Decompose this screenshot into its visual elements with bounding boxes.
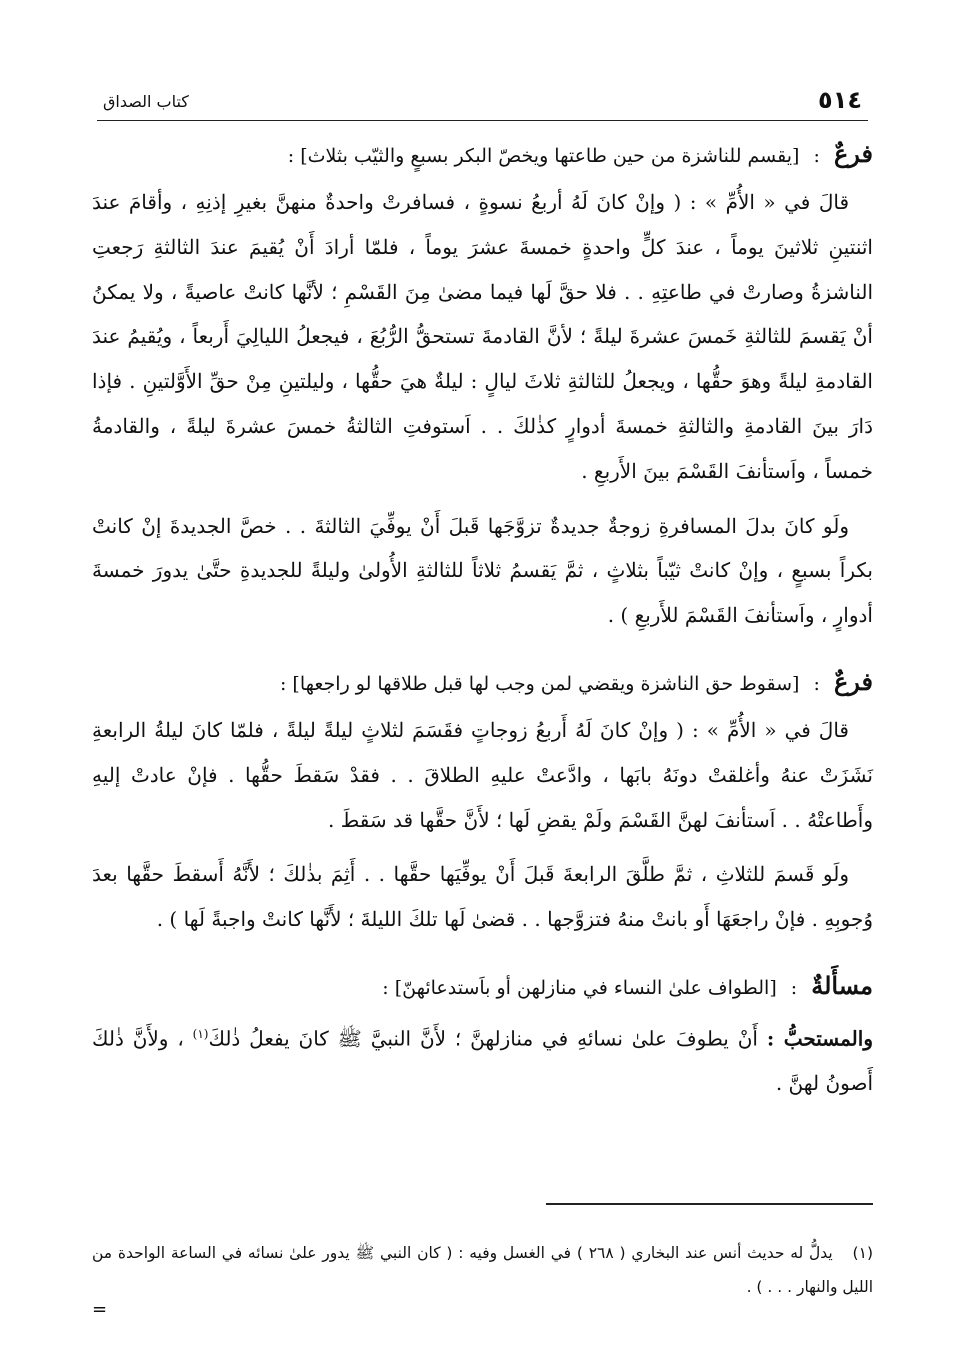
- page-number: ٥١٤: [818, 86, 862, 114]
- footnote-text: يدلُّ له حديث أنس عند البخاري ( ٢٦٨ ) في الغسل وفيه : ( كان النبي ﷺ يدور علىٰ نسائه في الساعة الواحدة من الليل والنهار . . . ) .: [92, 1244, 873, 1296]
- continuation-mark: =: [92, 1299, 108, 1320]
- section-heading: [92, 134, 873, 176]
- section-heading: [92, 966, 873, 1008]
- section-gap: [92, 648, 873, 662]
- section-title: [الطواف علىٰ النساء في منازلهن أو باَستدعائهنّ] :: [382, 976, 777, 999]
- page-header: [97, 84, 868, 121]
- main-text: [92, 134, 873, 1116]
- footnote-divider: [546, 1203, 873, 1205]
- paragraph-text: أَنْ يطوفَ علىٰ نسائهِ في منازلهنَّ ؛ لأَنَّ النبيَّ ﷺ كانَ يفعلُ ذٰلكَ: [208, 1026, 758, 1051]
- section-heading: [92, 662, 873, 704]
- running-title: كتاب الصداق: [103, 92, 189, 111]
- section-label: فرعٌ: [833, 666, 873, 696]
- footnote: [92, 1236, 873, 1304]
- section-colon: :: [813, 672, 820, 695]
- paragraph: [92, 1012, 873, 1106]
- paragraph: ولَو كانَ بدلَ المسافرةِ زوجةٌ جديدةٌ تزوَّجَها قَبلَ أَنْ يوفِّيَ الثالثةَ . . خصَّ الجديدةَ إنْ كانتْ بكراً بسبعٍ ، وإنْ كانتْ ثيّباً بثلاثٍ ، ثمَّ يَقسمُ ثلاثاً للثالثةِ الأُولىٰ وليلةً للجديدةِ حتَّىٰ يدورَ خمسةَ أدوارٍ ، واَستأنفَ القَسْمَ للأَربعِ ) .: [92, 513, 873, 628]
- section-title: [يقسم للناشزة من حين طاعتها ويخصّ البكر بسبعٍ والثيّب بثلاث] :: [287, 145, 800, 167]
- section-label: فرعٌ: [833, 139, 873, 168]
- section-label: مسأَلةٌ: [811, 970, 873, 1000]
- paragraph-text: ، ولأَنَّ ذٰلكَ أَصونُ لهنَّ .: [92, 1026, 873, 1096]
- paragraph: قالَ في « الأُمِّ » : ( وإنْ كانَ لَهُ أَربعُ زوجاتٍ فقَسَمَ لثلاثٍ ليلةً ليلةً ، فلمّا كانَ ليلةُ الرابعةِ نَشَزَتْ عنهُ وأغلقتْ دونَهُ بابَها ، وادَّعتْ عليهِ الطلاقَ . . فقدْ سَقطَ حقُّها . فإنْ عادتْ إليهِ وأَطاعتْهُ . . اَستأنفَ لهنَّ القَسْمَ ولَمْ يقضِ لَها ؛ لأَنَّ حقَّها قد سَقطَ .: [92, 717, 873, 832]
- paragraph-lead: والمستحبُّ :: [766, 1026, 873, 1051]
- footnote-number: (١): [852, 1244, 873, 1262]
- paragraph: قالَ في « الأُمِّ » : ( وإنْ كانَ لَهُ أربعُ نسوةٍ ، فسافرتْ واحدةٌ منهنَّ بغيرِ إذنِهِ ، وأقامَ عندَ اثنتينِ ثلاثينَ يوماً ، عندَ كلٍّ واحدةٍ خمسةَ عشرَ يوماً ، فلمّا أرادَ أَنْ يُقيمَ عندَ الثالثةِ رَجعتِ الناشزةُ وصارتْ في طاعتِهِ . . فلا حقَّ لَها فيما مضىٰ مِنَ القَسْمِ ؛ لأنَّها كانتْ عاصيةً ، ولا يمكنُ أنْ يَقسمَ للثالثةِ خَمسَ عشرةَ ليلةً ؛ لأنَّ القادمةَ تستحقُّ الرُّبُعَ ، فيجعلُ الليالِيَ أَربعاً ، ويُقيمُ عندَ القادمةِ ليلةً وهوَ حقُّها ، ويجعلُ للثالثةِ ثلاثَ ليالٍ : ليلةٌ هيَ حقُّها ، وليلتينِ مِنْ حقِّ الأَوَّلتينِ . فإذا دَارَ بينَ القادمةِ والثالثةِ خمسةَ أدوارٍ كذٰلكَ . . اَستوفتِ الثالثةُ خمسَ عشرةَ ليلةً ، والقادمةُ خمساً ، واَستأنفَ القَسْمَ بينَ الأَربعِ .: [92, 190, 873, 483]
- section-title: [سقوط حق الناشزة ويقضي لمن وجب لها قبل طلاقها لو راجعها] :: [279, 672, 800, 695]
- section-colon: :: [790, 976, 798, 999]
- footnote-reference[interactable]: (١): [192, 1026, 209, 1041]
- section-gap: [92, 952, 873, 966]
- section-colon: :: [813, 145, 820, 167]
- paragraph: ولَو قَسمَ للثلاثِ ، ثمَّ طلَّقَ الرابعةَ قَبلَ أَنْ يوفِّيَها حقَّها . . أَثِمَ بذٰلكَ ؛ لأَنَّهُ أَسقطَ حقَّها بعدَ وُجوبِهِ . فإنْ راجعَهَا أَو بانتْ منهُ فتزوَّجها . . قضىٰ لَها تلكَ الليلةَ ؛ لأَنَّها كانتْ واجبةً لَها ) .: [92, 862, 873, 932]
